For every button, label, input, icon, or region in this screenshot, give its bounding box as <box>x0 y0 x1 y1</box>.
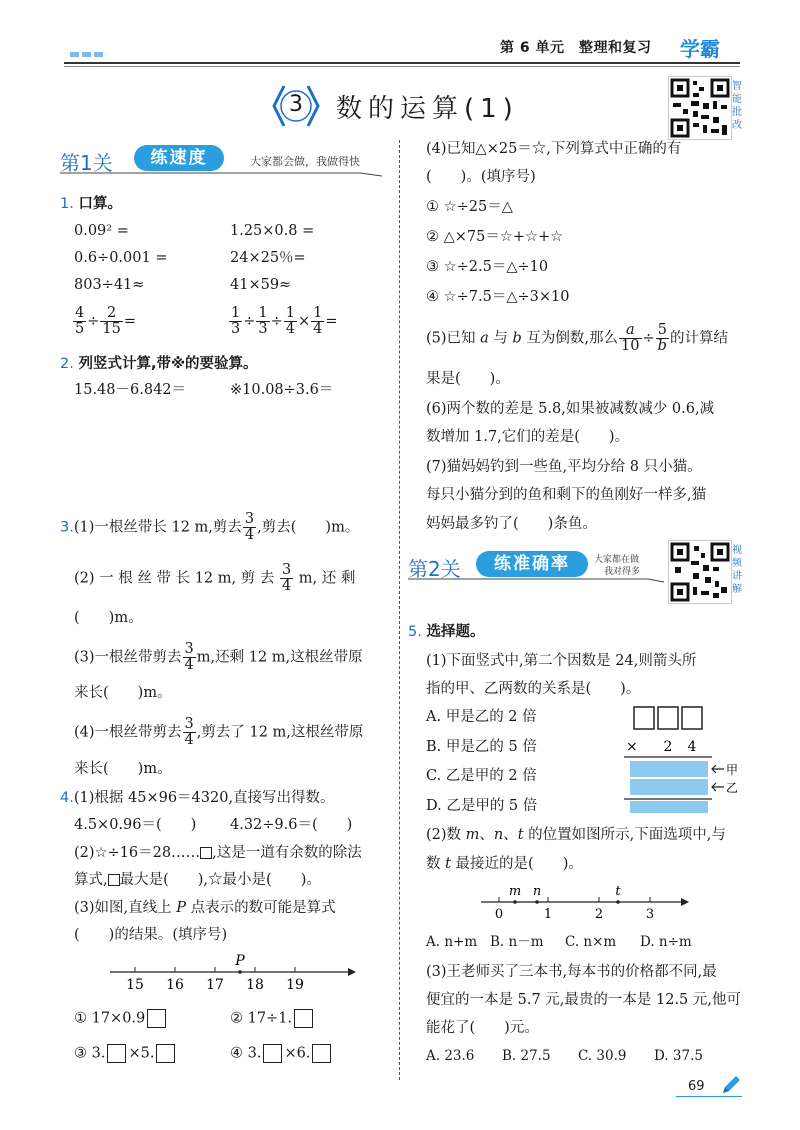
q3-part2-cont: ( )m。 <box>74 610 143 626</box>
number-line-p <box>100 952 360 992</box>
nl-label-n: n <box>532 884 542 899</box>
label-yi: 乙 <box>726 781 739 795</box>
q2-item: 15.48－6.842＝ <box>74 382 187 398</box>
nl-label-p: P <box>235 953 245 969</box>
q3-part1: 3.(1)一根丝带长 12 m,剪去 $\frac{3}{4}$ ,剪去( )m。 <box>60 511 360 543</box>
r6-line2: 数增加 1.7,它们的差是( )。 <box>426 429 630 445</box>
nl-label-t: t <box>615 884 621 899</box>
qr-caption-mid: 视频讲解 <box>732 545 742 595</box>
header-dots <box>70 42 106 61</box>
nl-label-m: m <box>508 884 522 899</box>
qr-code-icon[interactable] <box>668 540 732 604</box>
unit-title: 第 6 单元 整理和复习 <box>500 40 652 56</box>
nl-tick-label: 19 <box>286 977 304 992</box>
q1-heading: 1. 口算。 <box>60 196 122 212</box>
q1-item: 0.09² = <box>74 223 129 239</box>
q5-choice: C. 乙是甲的 2 倍 <box>426 768 537 784</box>
lesson-number: 3 <box>289 92 303 117</box>
section-2-label: 第2关 <box>408 557 461 581</box>
digit: 2 <box>663 739 673 755</box>
q4-item: 4.32÷9.6＝( ) <box>230 817 353 833</box>
answer-box[interactable] <box>200 847 212 859</box>
nl-tick-label: 18 <box>246 977 264 992</box>
arrow-icon <box>712 765 724 773</box>
answer-box[interactable] <box>147 1009 166 1028</box>
answer-box[interactable] <box>156 1044 175 1063</box>
section-1-note: 大家都会做，我做得快 <box>250 155 360 168</box>
answer-box[interactable] <box>108 874 120 886</box>
q4-option: ① 17×0.9 <box>74 1009 168 1028</box>
q5-p3-line2: 便宜的一本是 5.7 元,最贵的一本是 12.5 元,他可 <box>426 992 741 1008</box>
answer-box[interactable] <box>294 1009 313 1028</box>
q5-choice: B. 甲是乙的 5 倍 <box>426 739 537 755</box>
r7-line1: (7)猫妈妈钓到一些鱼,平均分给 8 只小猫。 <box>426 459 702 475</box>
nl-point-t <box>616 900 620 904</box>
q5-p2-line1: (2)数 m、n、t 的位置如图所示,下面选项中,与 <box>426 827 726 843</box>
q5-choice: A. 甲是乙的 2 倍 <box>426 709 537 725</box>
q3-part4-cont: 来长( )m。 <box>74 761 172 777</box>
r4-line1: (4)已知△×25＝☆,下列算式中正确的有 <box>426 141 682 157</box>
r6-line1: (6)两个数的差是 5.8,如果被减数减少 0.6,减 <box>426 401 715 417</box>
nl-point-n <box>535 900 539 904</box>
q5-p1-line2: 指的甲、乙两数的关系是( )。 <box>426 681 641 697</box>
qr-code-icon[interactable] <box>668 76 732 140</box>
product-row <box>630 801 708 813</box>
pencil-icon <box>720 1074 742 1096</box>
footer-rule <box>676 1096 742 1097</box>
q1-item: 1.25×0.8 = <box>230 223 315 239</box>
q1-fraction-expr: $\frac{1}{3}$ ÷ $\frac{1}{3}$ ÷ $\frac{1}{4}$ × $\frac{1}{4}$ = <box>231 305 338 337</box>
qr-caption-top: 智能批改 <box>732 81 742 131</box>
q5-choice: C. 30.9 <box>578 1048 627 1064</box>
partial-product-jia <box>630 761 708 777</box>
section-2-note: 大家都在做 <box>594 555 640 565</box>
header-rule-thin <box>64 66 740 67</box>
section-2-underline <box>408 577 668 583</box>
page-number: 69 <box>688 1079 705 1094</box>
q5-choice: B. n－m <box>490 934 544 950</box>
nl-tick-label: 3 <box>645 907 655 922</box>
q3-part3-cont: 来长( )m。 <box>74 685 172 701</box>
r5-line1: (5)已知 a 与 b 互为倒数,那么 $\frac{a}{10}$ ÷ $\frac{5}{b}$ 的计算结 <box>426 322 728 354</box>
arrow-icon <box>712 783 724 791</box>
section-1-header <box>60 145 390 177</box>
q5-p3-line1: (3)王老师买了三本书,每本书的价格都不同,最 <box>426 964 717 980</box>
section-1-label: 第1关 <box>60 151 113 175</box>
q5-choice: D. 37.5 <box>654 1048 703 1064</box>
q5-p3-line3: 能花了( )元。 <box>426 1020 539 1036</box>
q2-heading: 2. 列竖式计算,带※的要验算。 <box>60 356 258 372</box>
digit-box <box>658 707 678 729</box>
q4-part2: (2)☆÷16＝28…… ,这是一道有余数的除法 <box>74 845 362 861</box>
q1-item: 0.6÷0.001 = <box>74 250 168 266</box>
q4-part3-cont: ( )的结果。(填序号) <box>74 927 228 943</box>
q5-heading: 5. 选择题。 <box>408 624 485 640</box>
digit-box <box>634 707 654 729</box>
section-1-underline <box>60 171 390 177</box>
column-divider <box>399 140 400 1080</box>
q5-choice: C. n×m <box>565 934 617 950</box>
number-line-mnt <box>475 882 695 922</box>
q1-item: 41×59≈ <box>230 277 292 293</box>
brand-logo: 学霸 <box>680 37 720 61</box>
q4-part3: (3)如图,直线上 P 点表示的数可能是算式 <box>74 900 336 916</box>
q4-option: ③ 3. ×5. <box>74 1044 177 1063</box>
q4-option: ② 17÷1. <box>230 1009 315 1028</box>
q1-item: 803÷41≈ <box>74 277 145 293</box>
q5-choice: A. 23.6 <box>426 1048 475 1064</box>
q3-part3: (3)一根丝带剪去 $\frac{3}{4}$ m,还剩 12 m,这根丝带原 <box>74 641 363 673</box>
label-jia: 甲 <box>726 763 739 777</box>
nl-tick-label: 2 <box>594 907 604 922</box>
nl-tick-label: 15 <box>126 977 144 992</box>
answer-box[interactable] <box>263 1044 282 1063</box>
q3-part4: (4)一根丝带剪去 $\frac{3}{4}$ ,剪去了 12 m,这根丝带原 <box>74 716 364 748</box>
r4-option: ② △×75＝☆+☆+☆ <box>426 229 564 245</box>
q4-item: 4.5×0.96＝( ) <box>74 817 197 833</box>
nl-point-m <box>513 900 517 904</box>
r7-line3: 妈妈最多钓了( )条鱼。 <box>426 516 597 532</box>
vertical-multiplication-diagram <box>620 705 740 815</box>
q2-item: ※10.08÷3.6＝ <box>230 382 334 398</box>
q1-item: 24×25％= <box>230 250 306 266</box>
q4-option: ④ 3. ×6. <box>230 1044 333 1063</box>
q4-part2-cont: 算式, 最大是( ),☆最小是( )。 <box>74 872 321 888</box>
nl-tick-label: 16 <box>166 977 184 992</box>
section-2-pill: 练准确率 <box>476 551 588 577</box>
mul-sign: × <box>626 739 638 755</box>
r5-line2: 果是( )。 <box>426 371 510 387</box>
r4-line2: ( )。(填序号) <box>426 169 536 185</box>
partial-product-yi <box>630 779 708 795</box>
digit-box <box>682 707 702 729</box>
q5-choice: D. n÷m <box>640 934 692 950</box>
digit: 4 <box>687 739 697 755</box>
nl-tick-label: 17 <box>206 977 224 992</box>
section-1-pill: 练速度 <box>134 145 224 171</box>
header-rule <box>64 62 740 64</box>
r4-option: ① ☆÷25＝△ <box>426 199 513 215</box>
page-header <box>0 0 800 70</box>
r7-line2: 每只小猫分到的鱼和剩下的鱼刚好一样多,猫 <box>426 487 707 503</box>
q5-choice: A. n+m <box>426 934 478 950</box>
r4-option: ③ ☆÷2.5＝△÷10 <box>426 259 549 275</box>
answer-box[interactable] <box>312 1044 331 1063</box>
q1-fraction-expr: $\frac{4}{5}$ ÷ $\frac{2}{15}$ = <box>75 305 136 337</box>
nl-tick-label: 1 <box>543 907 553 922</box>
q5-choice: B. 27.5 <box>502 1048 551 1064</box>
q5-choice: D. 乙是甲的 5 倍 <box>426 798 538 814</box>
nl-point-p <box>238 970 242 974</box>
r4-option: ④ ☆÷7.5＝△÷3×10 <box>426 289 570 305</box>
answer-box[interactable] <box>107 1044 126 1063</box>
section-2-header <box>408 550 668 582</box>
nl-tick-label: 0 <box>494 907 504 922</box>
q5-p1-line1: (1)下面竖式中,第二个因数是 24,则箭头所 <box>426 653 697 669</box>
q5-p2-line2: 数 t 最接近的是( )。 <box>426 856 583 872</box>
page-title: 数的运算(1) <box>336 94 519 124</box>
q3-part2: (2) 一 根 丝 带 长 12 m, 剪 去 $\frac{3}{4}$ m, 还 剩 <box>74 562 356 594</box>
q4-part1: 4.(1)根据 45×96＝4320,直接写出得数。 <box>60 790 335 806</box>
section-2-note: 我对得多 <box>604 567 641 577</box>
